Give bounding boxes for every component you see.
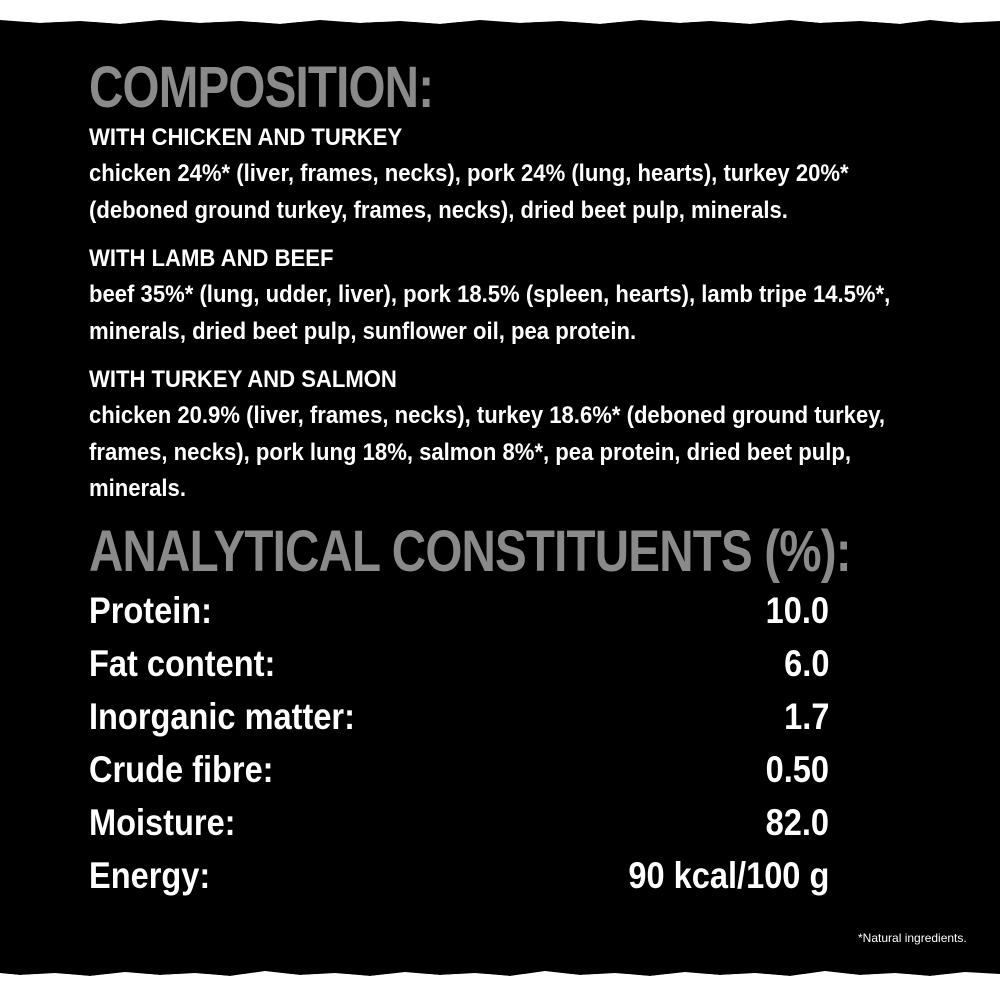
table-row-fibre [89, 743, 829, 796]
variant-chicken-turkey [89, 120, 969, 229]
row-label: Protein: [89, 589, 213, 631]
table-row-moisture [89, 796, 829, 849]
analytical-heading: ANALYTICAL CONSTITUENTS (%): [89, 518, 851, 584]
variant-turkey-salmon [89, 362, 969, 508]
variant-ingredients: beef 35%* (lung, udder, liver), pork 18.5% (spleen, hearts), lamb tripe 14.5%*, minerals, dried beet pulp, sunflower oil, pea protein. [89, 281, 891, 345]
variant-lamb-beef [89, 241, 969, 350]
row-value: 82.0 [765, 801, 829, 843]
row-value: 90 kcal/100 g [628, 854, 829, 896]
composition-heading: COMPOSITION: [89, 55, 434, 120]
row-value: 10.0 [765, 589, 829, 631]
variant-ingredients: chicken 20.9% (liver, frames, necks), turkey 18.6%* (deboned ground turkey, frames, necks), pork lung 18%, salmon 8%*, pea protein, dried beet pulp, minerals. [89, 402, 886, 502]
row-label: Moisture: [89, 801, 236, 843]
table-row-inorganic [89, 690, 829, 743]
row-value: 1.7 [783, 695, 829, 737]
footnote: *Natural ingredients. [858, 931, 967, 945]
row-value: 0.50 [765, 748, 829, 790]
table-row-fat [89, 637, 829, 690]
row-label: Fat content: [89, 642, 276, 684]
rough-bottom-edge [0, 966, 1000, 982]
variant-title: WITH LAMB AND BEEF [89, 245, 334, 272]
variant-ingredients: chicken 24%* (liver, frames, necks), pork 24% (lung, hearts), turkey 20%* (deboned ground turkey, frames, necks), dried beet pulp, minerals. [89, 160, 849, 224]
variant-title: WITH CHICKEN AND TURKEY [89, 124, 403, 151]
table-row-protein [89, 584, 829, 637]
row-label: Energy: [89, 854, 211, 896]
table-row-energy [89, 849, 829, 902]
analytical-table [89, 584, 829, 902]
variant-title: WITH TURKEY AND SALMON [89, 366, 397, 393]
row-value: 6.0 [783, 642, 829, 684]
label-content [89, 55, 969, 902]
row-label: Crude fibre: [89, 748, 274, 790]
row-label: Inorganic matter: [89, 695, 355, 737]
rough-top-edge [0, 14, 1000, 30]
